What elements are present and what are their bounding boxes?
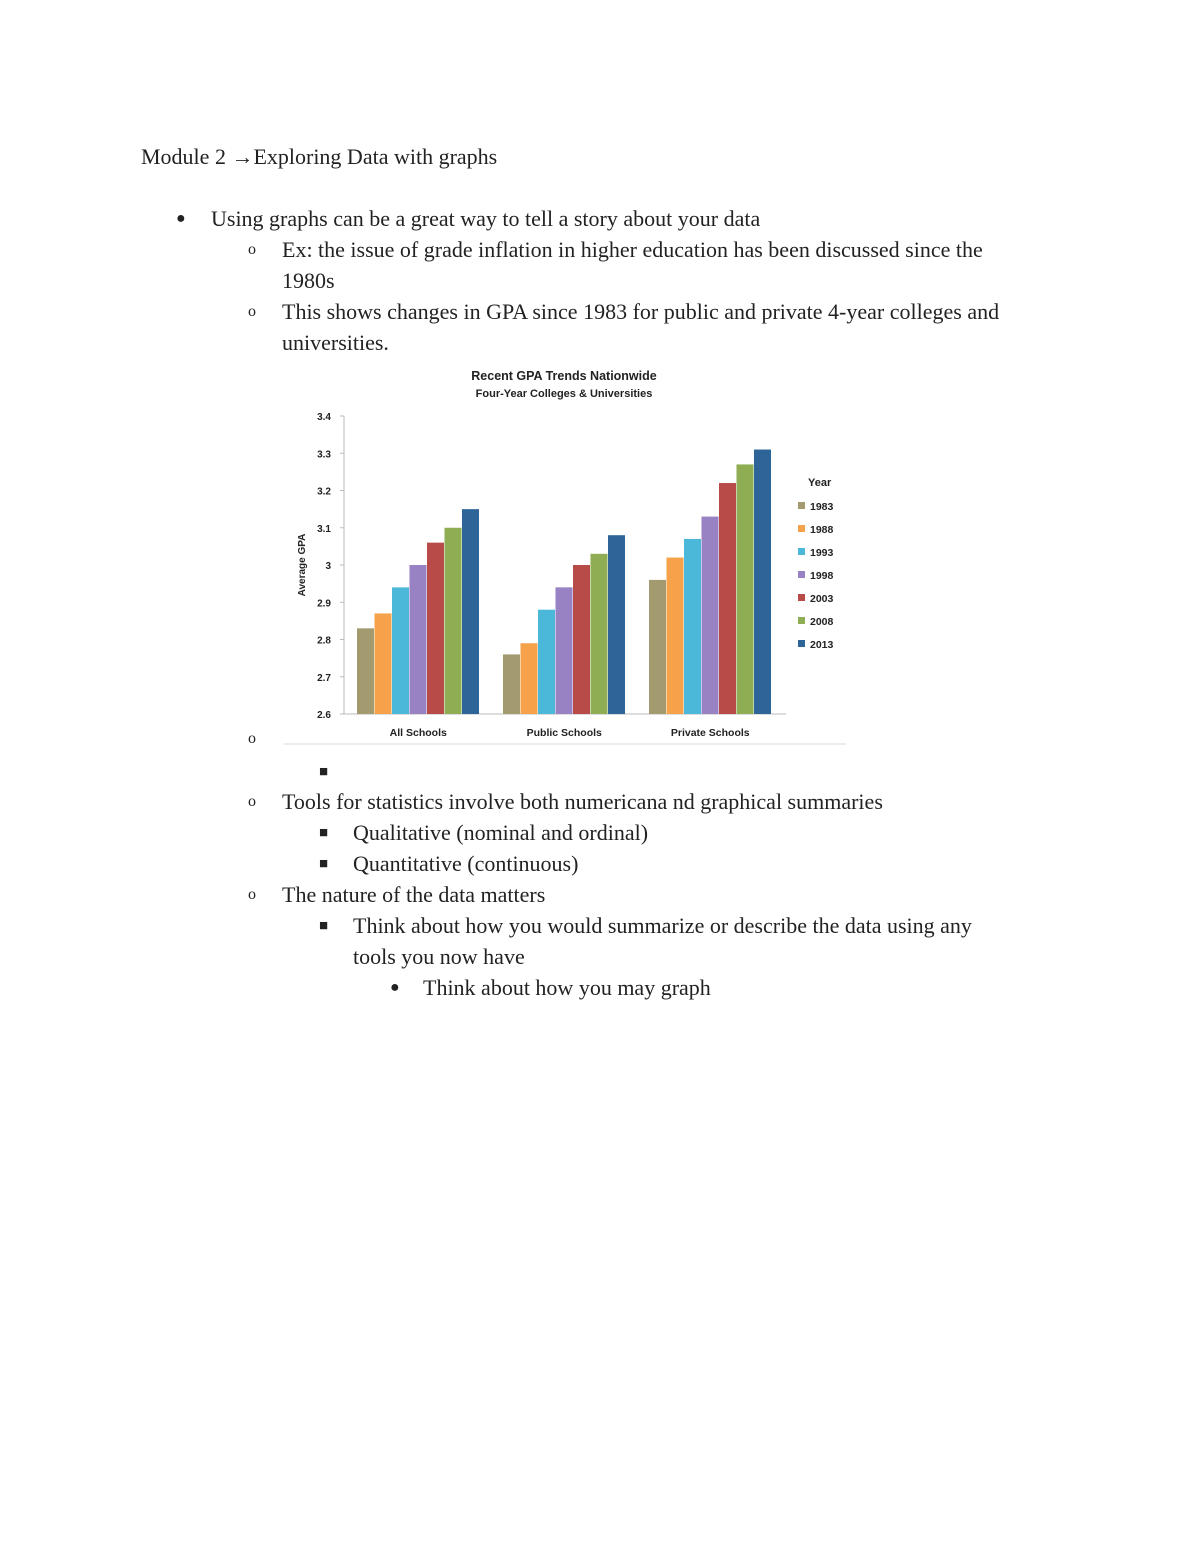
bar-1993-1: [538, 610, 555, 714]
list-item-tools: Tools for statistics involve both numericana nd graphical summaries: [282, 789, 883, 814]
legend-swatch: [798, 617, 805, 624]
bullet-square: ■: [319, 825, 329, 841]
list-item-ex-line2: 1980s: [282, 268, 335, 293]
bar-2008-1: [591, 554, 608, 714]
bullet-square: ■: [319, 764, 329, 780]
legend-label: 1983: [810, 501, 834, 513]
bar-2013-0: [462, 509, 479, 714]
list-item-graph: Think about how you may graph: [423, 975, 711, 1000]
legend-label: 2003: [810, 593, 834, 605]
y-tick-label: 3: [325, 561, 331, 572]
bullet-circle: o: [248, 730, 256, 747]
list-item-quantitative: Quantitative (continuous): [353, 851, 579, 876]
bar-2013-1: [608, 535, 625, 714]
legend-label: 1993: [810, 547, 834, 559]
list-item-using-graphs: Using graphs can be a great way to tell a story about your data: [211, 206, 761, 231]
bullet-square: ■: [319, 856, 329, 872]
legend-swatch: [798, 548, 805, 555]
y-tick-label: 3.1: [317, 523, 331, 535]
bullet-circle: o: [248, 241, 256, 258]
legend-label: 1988: [810, 524, 834, 536]
list-item-qualitative: Qualitative (nominal and ordinal): [353, 820, 649, 845]
list-item-shows-line2: universities.: [282, 330, 389, 355]
chart-title: Recent GPA Trends Nationwide: [471, 369, 657, 383]
bullet-circle: o: [248, 793, 256, 810]
y-tick-label: 2.7: [317, 672, 331, 684]
bar-1998-2: [702, 517, 719, 714]
bar-1983-1: [503, 654, 520, 714]
bar-1988-1: [521, 643, 538, 714]
bar-1993-0: [392, 587, 409, 714]
bar-1983-0: [357, 628, 374, 714]
x-tick-label: Public Schools: [526, 727, 602, 739]
y-tick-label: 2.9: [317, 598, 331, 610]
bullet-square: ■: [319, 918, 329, 934]
x-tick-label: All Schools: [389, 727, 447, 739]
list-item-ex-line1: Ex: the issue of grade inflation in higher education has been discussed since the: [282, 237, 983, 262]
gpa-bar-chart: [284, 362, 849, 752]
list-item-think-line1: Think about how you would summarize or describe the data using any: [353, 913, 972, 938]
y-tick-label: 3.3: [317, 449, 331, 461]
y-axis-label: Average GPA: [297, 533, 308, 597]
bar-1988-0: [375, 613, 392, 714]
legend-title: Year: [808, 477, 832, 489]
legend-label: 2013: [810, 639, 834, 651]
legend-swatch: [798, 571, 805, 578]
list-item-think-line2: tools you now have: [353, 944, 525, 969]
y-tick-label: 3.4: [317, 412, 331, 423]
list-item-nature: The nature of the data matters: [282, 882, 546, 907]
y-tick-label: 2.8: [317, 635, 331, 647]
bar-2008-2: [737, 464, 754, 714]
bar-2003-2: [719, 483, 736, 714]
bar-1998-0: [410, 565, 427, 714]
bullet-circle: o: [248, 886, 256, 903]
bar-1998-1: [556, 587, 573, 714]
y-tick-label: 3.2: [317, 486, 331, 498]
bar-2003-1: [573, 565, 590, 714]
bullet-disc: ●: [390, 979, 400, 996]
bullet-disc: ●: [176, 210, 186, 227]
legend-label: 1998: [810, 570, 834, 582]
y-tick-label: 2.6: [317, 710, 331, 721]
bar-2008-0: [445, 528, 462, 714]
legend-swatch: [798, 640, 805, 647]
bar-1993-2: [684, 539, 701, 714]
bar-2013-2: [754, 450, 771, 714]
legend-swatch: [798, 525, 805, 532]
bar-2003-0: [427, 543, 444, 714]
legend-swatch: [798, 594, 805, 601]
bar-1988-2: [667, 558, 684, 714]
list-item-shows-line1: This shows changes in GPA since 1983 for public and private 4-year colleges and: [282, 299, 1000, 324]
legend-swatch: [798, 502, 805, 509]
bar-1983-2: [649, 580, 666, 714]
page-heading: Module 2 →Exploring Data with graphs: [141, 144, 498, 169]
x-tick-label: Private Schools: [670, 727, 750, 739]
bullet-circle: o: [248, 303, 256, 320]
legend-label: 2008: [810, 616, 834, 628]
chart-subtitle: Four-Year Colleges & Universities: [475, 388, 653, 400]
